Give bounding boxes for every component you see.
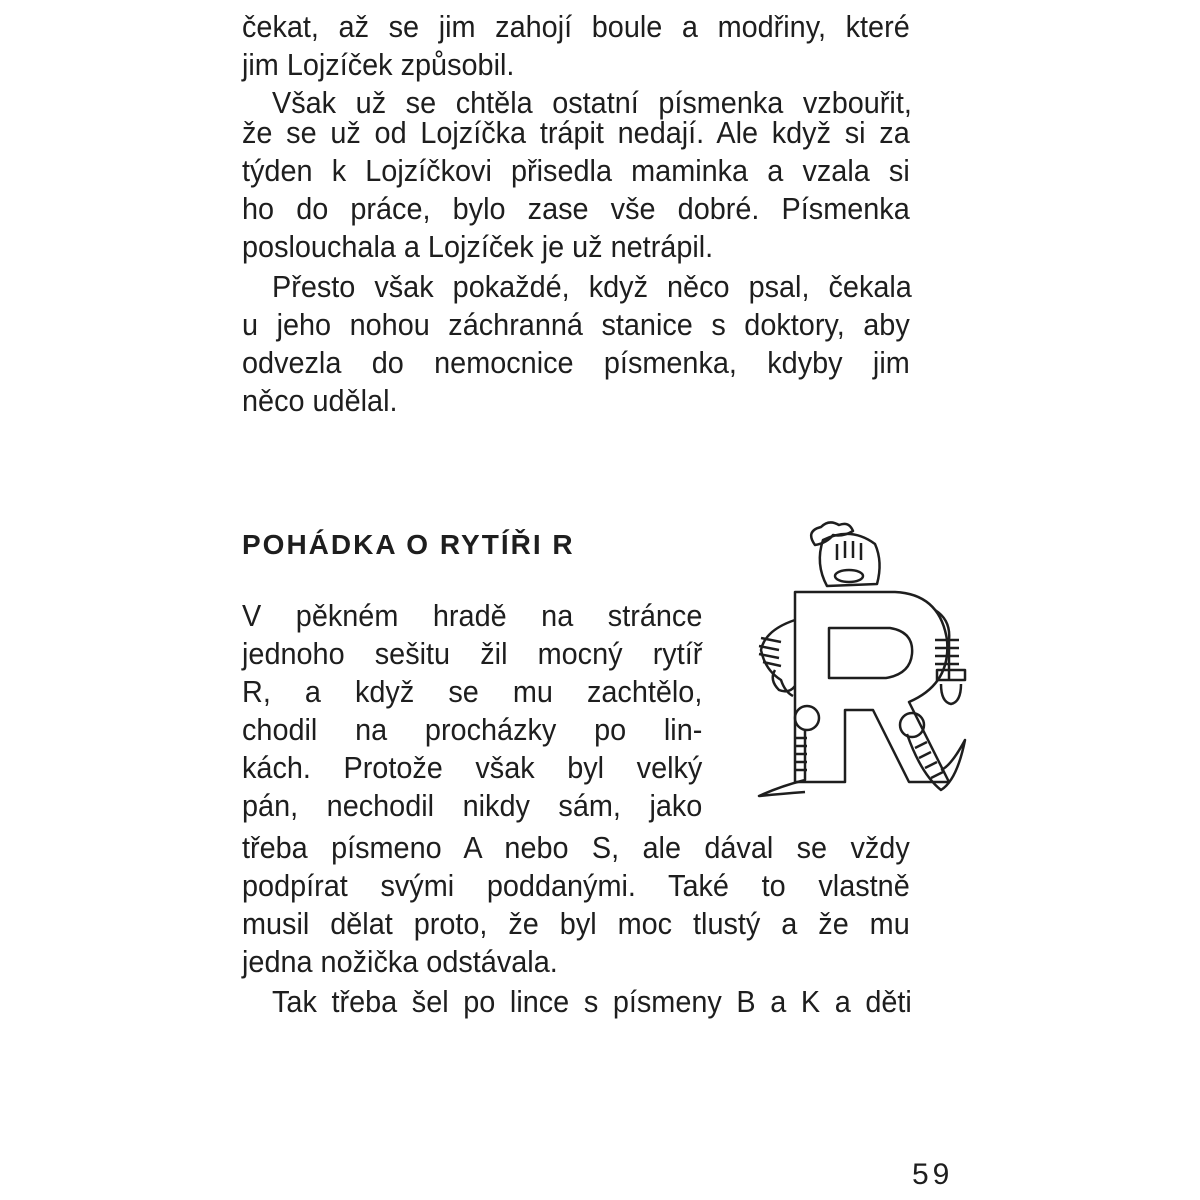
text-line: podpírat svými poddanými. Také to vlastně [242,868,910,903]
text-line: jedna nožička odstávala. [242,944,558,979]
page-number: 59 [912,1158,954,1191]
text-line: musil dělat proto, že byl moc tlustý a že mu [242,906,910,941]
text-line: Přesto však pokaždé, když něco psal, čekala [272,269,912,304]
text-line: jim Lojzíček způsobil. [242,47,515,82]
text-line: u jeho nohou záchranná stanice s doktory, aby [242,307,910,342]
text-line: čekat, až se jim zahojí boule a modřiny, které [242,9,910,44]
text-line: kách. Protože však byl velký [242,750,703,785]
helmet-icon [820,534,880,586]
text-line: týden k Lojzíčkovi přisedla maminka a vzala si [242,153,910,188]
text-line: R, a když se mu zachtělo, [242,674,703,709]
text-line: odvezla do nemocnice písmenka, kdyby jim [242,345,910,380]
text-line: V pěkném hradě na stránce [242,598,703,633]
text-line: ho do práce, bylo zase vše dobré. Písmenka [242,191,910,226]
text-line: pán, nechodil nikdy sám, jako [242,788,703,823]
text-line: třeba písmeno A nebo S, ale dával se vždy [242,830,910,865]
section-heading: POHÁDKA O RYTÍŘI R [242,529,575,560]
knight-letter-r-illustration [745,520,970,800]
text-line: chodil na procházky po lin- [242,712,703,747]
text-line: něco udělal. [242,383,398,418]
text-line: poslouchala a Lojzíček je už netrápil. [242,229,714,264]
text-line: že se už od Lojzíčka trápit nedají. Ale když si za [242,115,910,150]
text-line: Tak třeba šel po lince s písmeny B a K a děti [272,984,912,1019]
text-line: jednoho sešitu žil mocný rytíř [242,636,703,671]
text-line: Však už se chtěla ostatní písmenka vzbouřit, [272,85,912,120]
